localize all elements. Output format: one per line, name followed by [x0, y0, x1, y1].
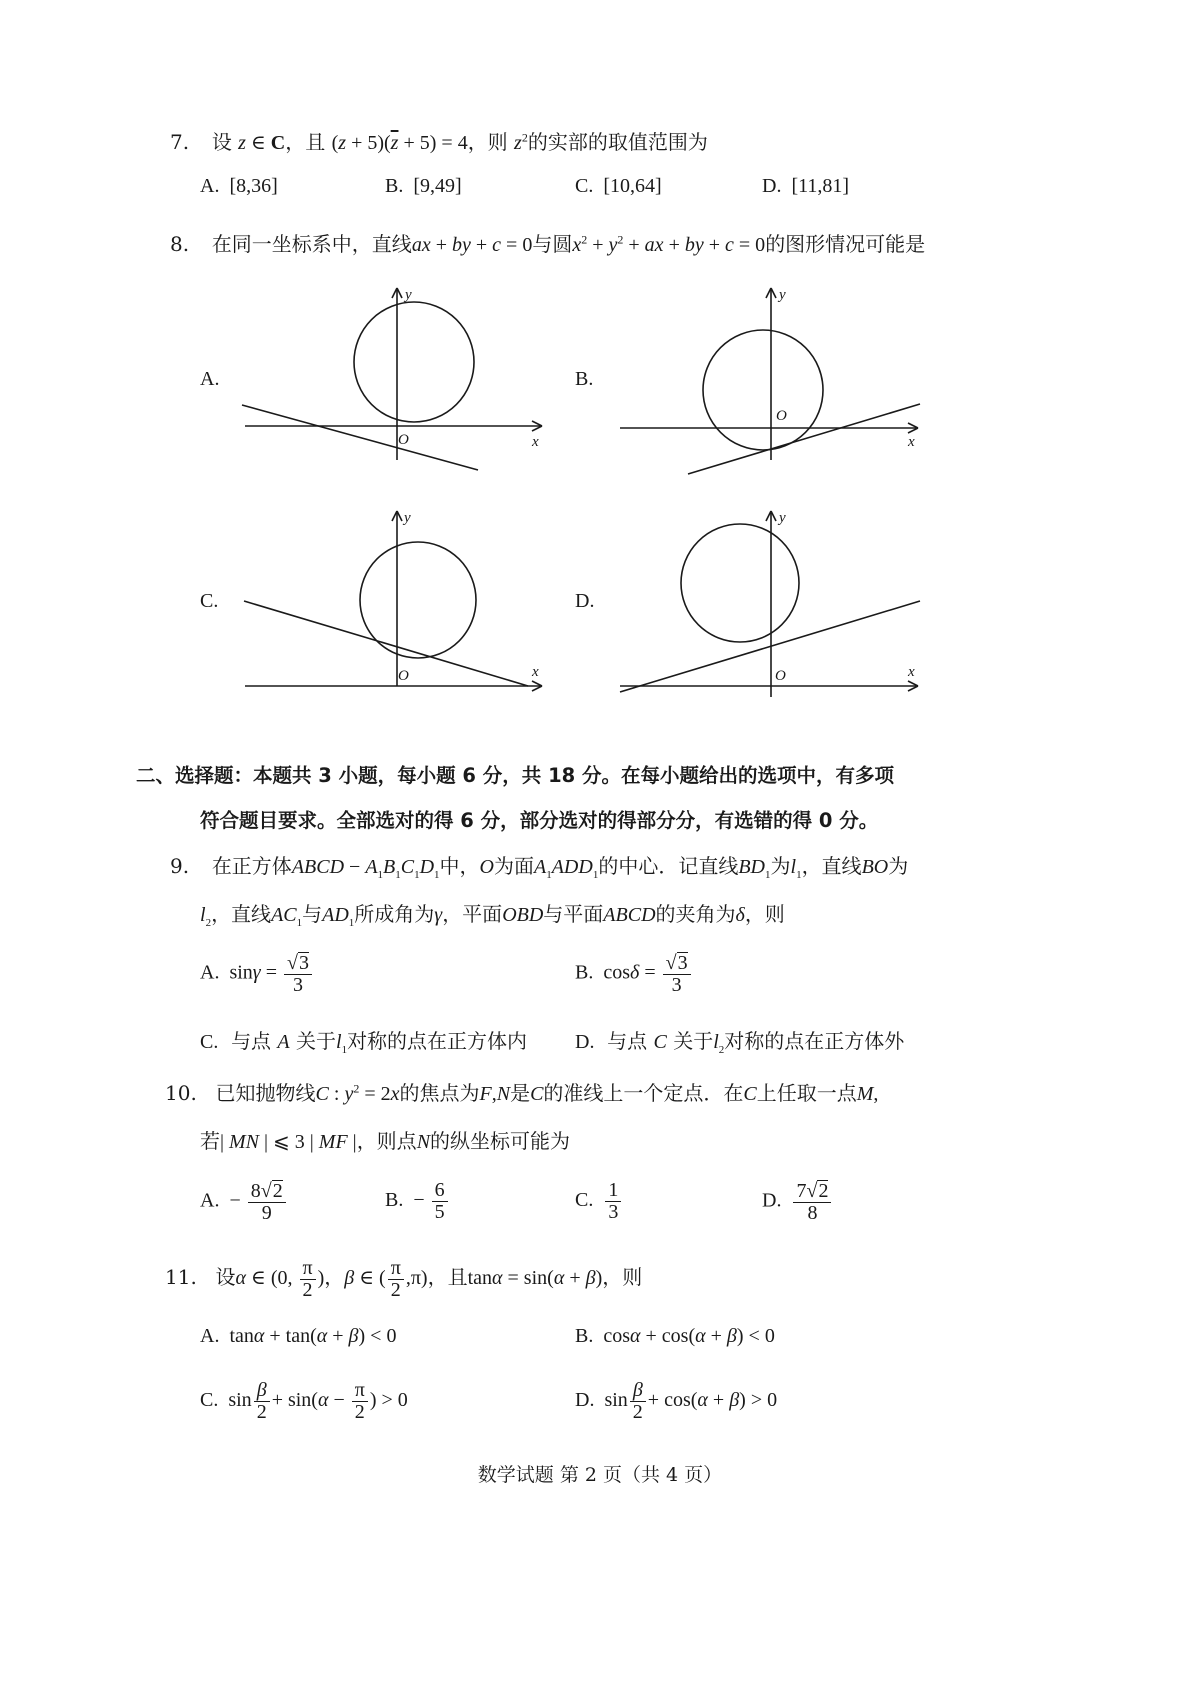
q8-option-c-label: C.	[200, 590, 219, 612]
origin-label: O	[398, 432, 409, 448]
q10-option-c: C. $\frac{1}{3}$	[575, 1180, 623, 1223]
line	[688, 404, 920, 474]
q7-option-d: D. [11,81]	[762, 175, 850, 197]
origin-label: O	[775, 668, 786, 684]
q8-option-d-label: D.	[575, 590, 595, 612]
x-axis-label: x	[532, 664, 539, 680]
q8-stem: 8. 在同一坐标系中，直线ax + by + c = 0与圆$x^2 + y^2$ + ax + by + c = 0的图形情况可能是	[170, 232, 926, 256]
q9-option-b: B. cosδ = $\frac{√3}{3}$	[575, 952, 693, 996]
q11-option-b: B. cosα + cos(α + β) < 0	[575, 1325, 775, 1347]
q11-option-c: C. sin $\frac{\beta}{2}$ + sin(α − $\frac{\pi}{2}$ ) > 0	[200, 1379, 408, 1423]
question-number: 11.	[165, 1265, 197, 1290]
section-heading: 二、选择题：本题共 3 小题，每小题 6 分，共 18 分。在每小题给出的选项中，有多项	[136, 764, 895, 787]
q11-option-d: D. sin $\frac{\beta}{2}$ + cos(α + β) > 0	[575, 1379, 778, 1423]
q10-option-b: B. − $\frac{6}{5}$	[385, 1180, 450, 1223]
question-number: 8.	[170, 232, 190, 256]
q7-stem: 7. 设 z ∈ C，且 $(z + 5)(\overline{z} + 5) = 4$，则 $z^2$的实部的取值范围为	[170, 130, 708, 154]
y-axis-label: y	[405, 287, 412, 303]
q11-stem: 11. 设α ∈ (0, $\frac{\pi}{2}$ )，β ∈ ( $\frac{\pi}{2}$ ,π)，且tanα = sin(α + β)，则	[165, 1257, 643, 1301]
q8-option-b-label: B.	[575, 368, 594, 390]
x-axis-label: x	[908, 434, 915, 450]
q10-option-d: D. $\frac{7√2}{8}$	[762, 1180, 833, 1224]
q9-option-c: C. 与点 A 关于$l_1$对称的点在正方体内	[200, 1029, 528, 1056]
circle	[681, 524, 799, 642]
q9-stem-line1: 9. 在正方体ABCD − $A_1B_1C_1D_1$中，O为面$A_1ADD_1$的中心．记直线$BD_1$为$l_1$，直线BO为	[170, 854, 909, 881]
page-footer: 数学试题 第 2 页（共 4 页）	[477, 1464, 723, 1486]
line	[244, 601, 528, 686]
y-axis-label: y	[404, 510, 411, 526]
origin-label: O	[398, 668, 409, 684]
circle	[354, 302, 474, 422]
question-number: 9.	[170, 854, 190, 878]
q10-stem-line1: 10. 已知抛物线C : $y^2 = 2x$的焦点为F,N是C的准线上一个定点．在C上任取一点M,	[165, 1081, 879, 1105]
q9-option-a: A. sinγ = $\frac{√3}{3}$	[200, 952, 314, 996]
q8-option-a-label: A.	[200, 368, 220, 390]
circle	[360, 542, 476, 658]
q10-option-a: A. − $\frac{8√2}{9}$	[200, 1180, 288, 1224]
line	[242, 405, 478, 470]
question-number: 10.	[165, 1081, 197, 1105]
q7-option-b: B. [9,49]	[385, 175, 462, 197]
q11-option-a: A. tanα + tan(α + β) < 0	[200, 1325, 397, 1347]
y-axis-label: y	[779, 287, 786, 303]
q7-option-a: A. [8,36]	[200, 175, 278, 197]
x-axis-label: x	[908, 664, 915, 680]
origin-label: O	[776, 408, 787, 424]
x-axis-label: x	[532, 434, 539, 450]
q7-option-c: C. [10,64]	[575, 175, 662, 197]
y-axis-label: y	[779, 510, 786, 526]
circle	[703, 330, 823, 450]
line	[620, 601, 920, 692]
question-number: 7.	[170, 130, 190, 154]
section-heading-line2: 符合题目要求。全部选对的得 6 分，部分选对的得部分分，有选错的得 0 分。	[200, 809, 879, 832]
q9-stem-line2: $l_2$，直线$AC_1$与$AD_1$所成角为γ，平面OBD与平面ABCD的夹角为δ，则	[200, 902, 785, 929]
q9-option-d: D. 与点 C 关于$l_2$对称的点在正方体外	[575, 1029, 905, 1056]
q10-stem-line2: 若| MN | ⩽ 3 | MF |，则点N的纵坐标可能为	[200, 1129, 571, 1153]
